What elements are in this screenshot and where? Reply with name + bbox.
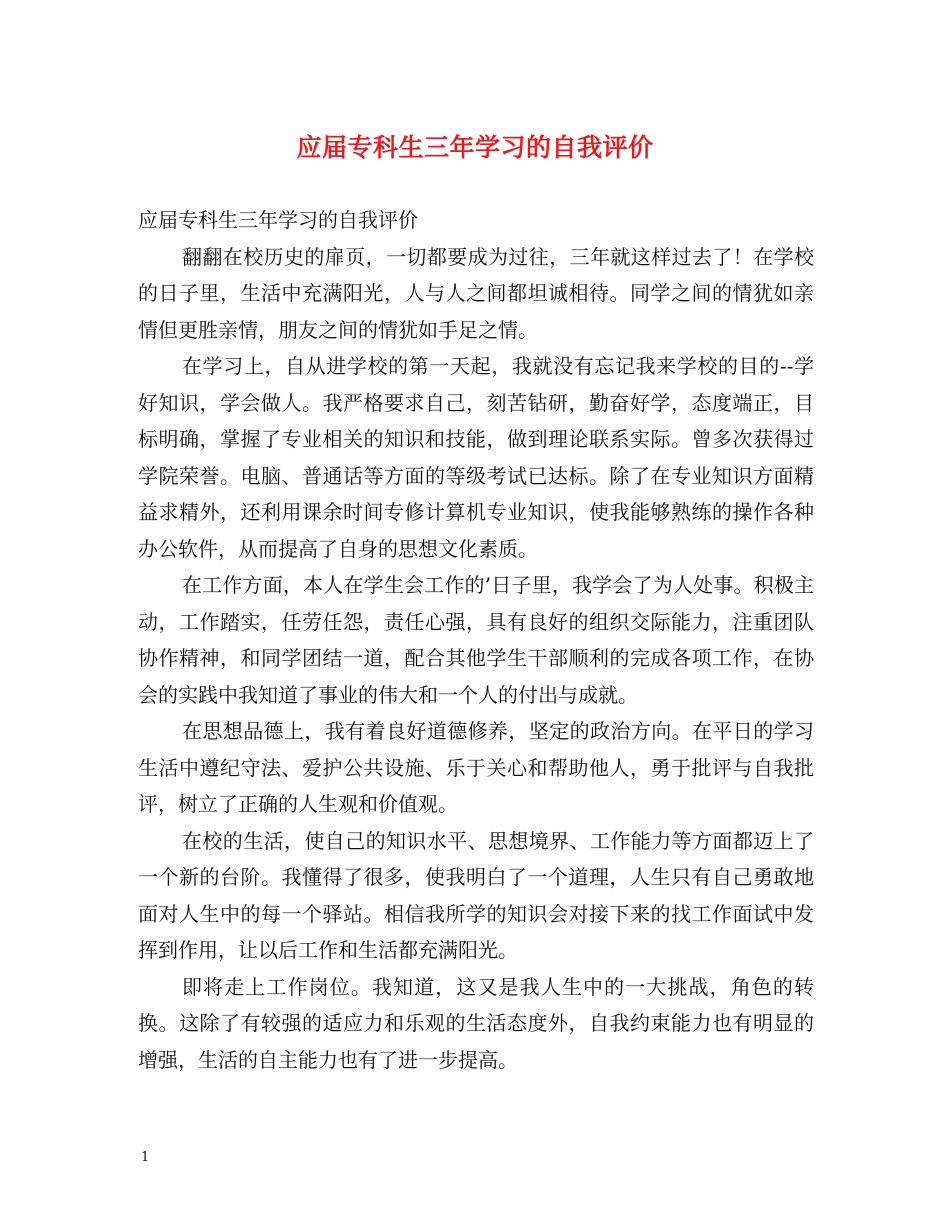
document-body <box>138 202 814 1078</box>
paragraph-campus-life: 在校的生活，使自己的知识水平、思想境界、工作能力等方面都迈上了一个新的台阶。我懂得了很多，使我明白了一个道理，人生只有自己勇敢地面对人生中的每一个驿站。相信我所学的知识会对接下来的找工作面试中发挥到作用，让以后工作和生活都充满阳光。 <box>138 828 814 962</box>
page-number: 1 <box>141 1150 150 1165</box>
document-subtitle: 应届专科生三年学习的自我评价 <box>138 208 418 232</box>
paragraph-morality: 在思想品德上，我有着良好道德修养，坚定的政治方向。在平日的学习生活中遵纪守法、爱护公共设施、乐于关心和帮助他人，勇于批评与自我批评，树立了正确的人生观和价值观。 <box>138 719 814 816</box>
paragraph-study: 在学习上，自从进学校的第一天起，我就没有忘记我来学校的目的--学好知识，学会做人。我严格要求自己，刻苦钻研，勤奋好学，态度端正，目标明确，掌握了专业相关的知识和技能，做到理论联系实际。曾多次获得过学院荣誉。电脑、普通话等方面的等级考试已达标。除了在专业知识方面精益求精外，还利用课余时间专修计算机专业知识，使我能够熟练的操作各种办公软件，从而提高了自身的思想文化素质。 <box>138 354 814 561</box>
document-title: 应届专科生三年学习的自我评价 <box>296 133 654 162</box>
paragraph-intro: 翻翻在校历史的扉页，一切都要成为过往，三年就这样过去了！在学校的日子里，生活中充满阳光，人与人之间都坦诚相待。同学之间的情犹如亲情但更胜亲情，朋友之间的情犹如手足之情。 <box>138 244 814 342</box>
paragraph-work: 在工作方面，本人在学生会工作的’日子里，我学会了为人处事。积极主动，工作踏实，任劳任怨，责任心强，具有良好的组织交际能力，注重团队协作精神，和同学团结一道，配合其他学生干部顺利的完成各项工作，在协会的实践中我知道了事业的伟大和一个人的付出与成就。 <box>138 573 814 707</box>
paragraph-future: 即将走上工作岗位。我知道，这又是我人生中的一大挑战，角色的转换。这除了有较强的适应力和乐观的生活态度外，自我约束能力也有明显的增强，生活的自主能力也有了进一步提高。 <box>138 974 814 1072</box>
